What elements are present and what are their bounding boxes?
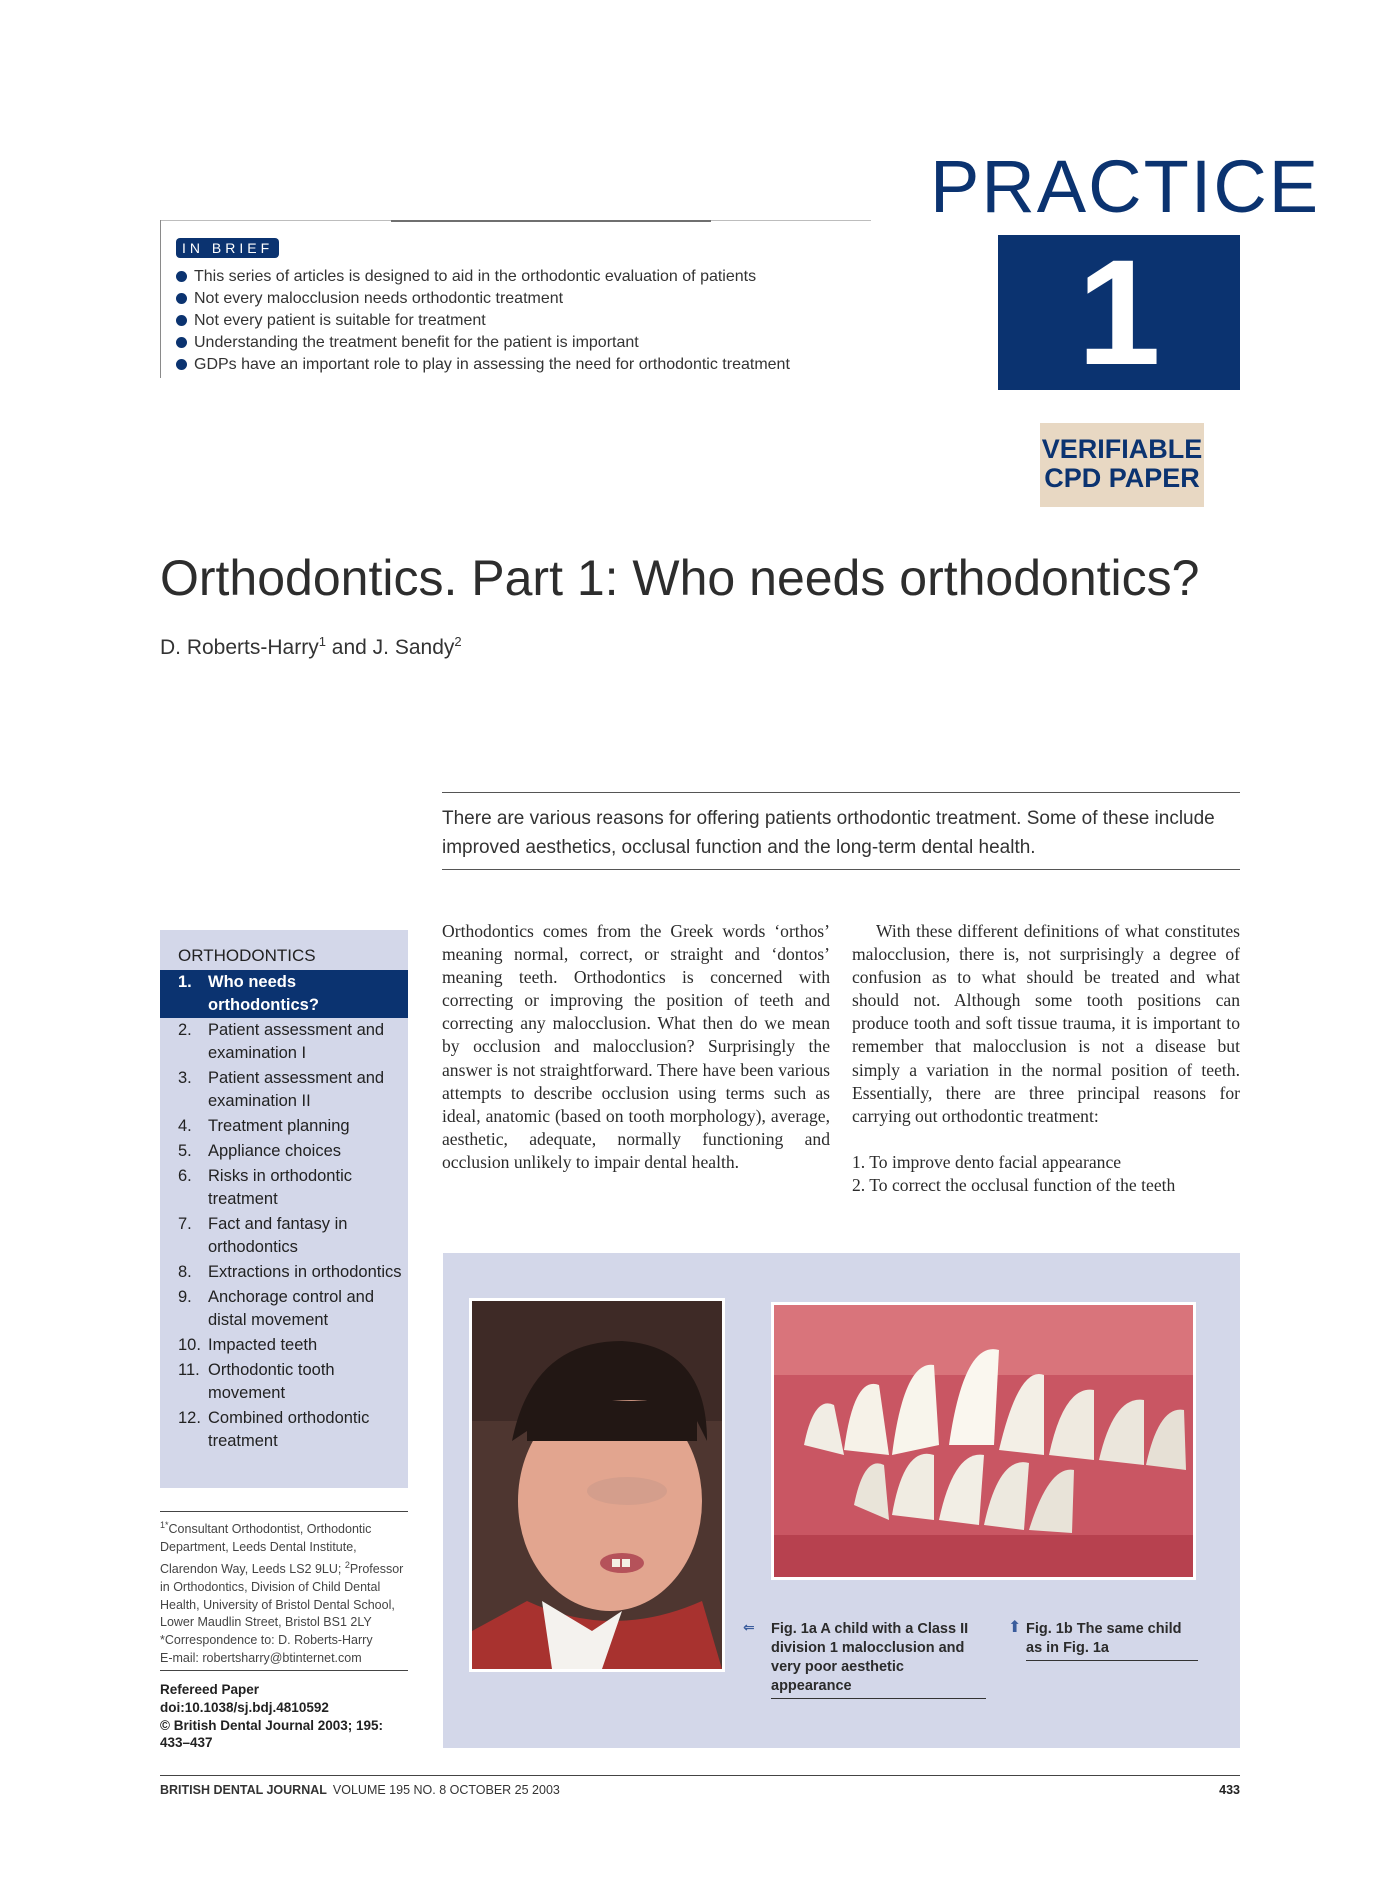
authors-and: and	[325, 636, 373, 659]
in-brief-list	[176, 266, 790, 376]
refereed-info: Refereed Paper doi:10.1038/sj.bdj.4810592 © British Dental Journal 2003; 195: 433–437	[160, 1682, 384, 1751]
series-item: 5. Appliance choices	[178, 1142, 341, 1160]
child-face-image	[472, 1301, 722, 1669]
series-list	[160, 970, 408, 1454]
bullet-icon	[176, 337, 187, 348]
cpd-badge-line1: VERIFIABLE	[1041, 434, 1203, 464]
bullet-icon	[176, 359, 187, 370]
teeth-photo	[771, 1302, 1196, 1580]
series-item: 8. Extractions in orthodontics	[178, 1263, 402, 1281]
paragraph: Orthodontics comes from the Greek words ‘orthos’ meaning normal, correct, or straight and ‘dontos’ meaning teeth. Orthodontics is concerned with correcting or improving the position of teeth and correcting any malocclusion. What then do we mean by occlusion and malocclusion? Surprisingly the answer is not straightforward. There have been various attempts to describe occlusion using terms such as ideal, anatomic (based on tooth morphology), average, aesthetic, adequate, normally functioning and occlusion unlikely to impair dental health.	[442, 921, 830, 1172]
in-brief-item: This series of articles is designed to aid in the orthodontic evaluation of patients	[176, 266, 790, 288]
figure-panel	[443, 1253, 1240, 1748]
series-item: 3. Patient assessment and examination II	[178, 1069, 385, 1110]
bullet-icon	[176, 315, 187, 326]
author-2: J. Sandy	[372, 636, 455, 659]
series-item: 9. Anchorage control and distal movement	[178, 1288, 375, 1329]
article-title: Orthodontics. Part 1: Who needs orthodontics?	[160, 550, 1200, 606]
list-item: 1. To improve dento facial appearance	[852, 1151, 1122, 1172]
cpd-badge	[1040, 423, 1204, 507]
in-brief-item: Understanding the treatment benefit for the patient is important	[176, 332, 790, 354]
bullet-icon	[176, 271, 187, 282]
series-item: 11. Orthodontic tooth movement	[178, 1361, 335, 1402]
in-brief-label: IN BRIEF	[176, 238, 279, 258]
body-column-1	[442, 920, 830, 1174]
series-item: 10. Impacted teeth	[178, 1336, 318, 1354]
figure-1a-caption: Fig. 1a A child with a Class II division 1 malocclusion and very poor aesthetic appearance	[771, 1620, 986, 1699]
abstract-bottom-rule	[442, 869, 1240, 870]
series-item: 7. Fact and fantasy in orthodontics	[178, 1215, 348, 1256]
arrow-up-icon: ⬆	[1008, 1619, 1022, 1636]
journal-issue: VOLUME 195 NO. 8 OCTOBER 25 2003	[332, 1783, 560, 1797]
bullet-icon	[176, 293, 187, 304]
series-item: 2. Patient assessment and examination I	[178, 1021, 385, 1062]
in-brief-item: GDPs have an important role to play in assessing the need for orthodontic treatment	[176, 354, 790, 376]
teeth-image	[774, 1305, 1193, 1577]
list-item: 2. To correct the occlusal function of the teeth	[852, 1174, 1176, 1195]
series-item: 6. Risks in orthodontic treatment	[178, 1167, 352, 1208]
part-number: 1	[998, 235, 1240, 390]
page-number: 433	[1219, 1783, 1240, 1797]
body-column-2	[852, 920, 1240, 1197]
paragraph: With these different definitions of what constitutes malocclusion, there is, not surprisingly a degree of confusion as to what should be treated and what should not. Although some tooth positions can produce tooth and soft tissue trauma, it is important to remember that malocclusion is not a disease but simply a variation in the normal position of teeth. Essentially, there are three principal reasons for carrying out orthodontic treatment:	[852, 921, 1240, 1126]
series-item: 12. Combined orthodontic treatment	[178, 1409, 370, 1450]
author-1-sup: 1	[318, 634, 326, 649]
child-face-photo	[469, 1298, 725, 1672]
journal-name: BRITISH DENTAL JOURNAL	[160, 1783, 327, 1797]
refereed-rule	[160, 1670, 408, 1671]
correspondence: *Correspondence to: D. Roberts-Harry	[160, 1633, 373, 1648]
reasons-list	[852, 1151, 1240, 1197]
in-brief-accent-rule	[391, 220, 711, 222]
in-brief-box	[160, 220, 871, 378]
arrow-left-icon: ⇐	[743, 1619, 755, 1635]
series-item: 4. Treatment planning	[178, 1117, 350, 1135]
in-brief-item: Not every patient is suitable for treatment	[176, 310, 790, 332]
author-1: D. Roberts-Harry	[160, 636, 319, 659]
footer	[160, 1783, 560, 1797]
email: E-mail: robertsharry@btinternet.com	[160, 1650, 362, 1665]
figure-1b-caption: Fig. 1b The same child as in Fig. 1a	[1026, 1620, 1198, 1661]
series-heading: ORTHODONTICS	[178, 946, 316, 965]
series-sidebar	[160, 930, 408, 1488]
authors	[160, 634, 462, 660]
abstract: There are various reasons for offering patients orthodontic treatment. Some of these include improved aesthetics, occlusal function and the long-term dental health.	[442, 808, 1215, 858]
series-item: 1. Who needs orthodontics?	[160, 970, 408, 1018]
in-brief-item: Not every malocclusion needs orthodontic treatment	[176, 288, 790, 310]
section-title: PRACTICE	[930, 145, 1321, 228]
affiliation-rule	[160, 1511, 408, 1512]
footer-rule	[160, 1775, 1240, 1776]
abstract-top-rule	[442, 792, 1240, 793]
cpd-badge-line2: CPD PAPER	[1044, 463, 1200, 493]
affiliations: $^{1*}$Consultant Orthodontist, Orthodontic Department, Leeds Dental Institute, Clarendon Way, Leeds LS2 9LU; $^2$Professor in Orthodontics, Division of Child Dental Health, University of Bristol Dental School, Lower Maudlin Street, Bristol BS1 2LY *Correspondence to: D. Roberts-Harry E-mail: robertsharry@btinternet.com	[160, 1520, 404, 1665]
author-2-sup: 2	[454, 634, 462, 649]
